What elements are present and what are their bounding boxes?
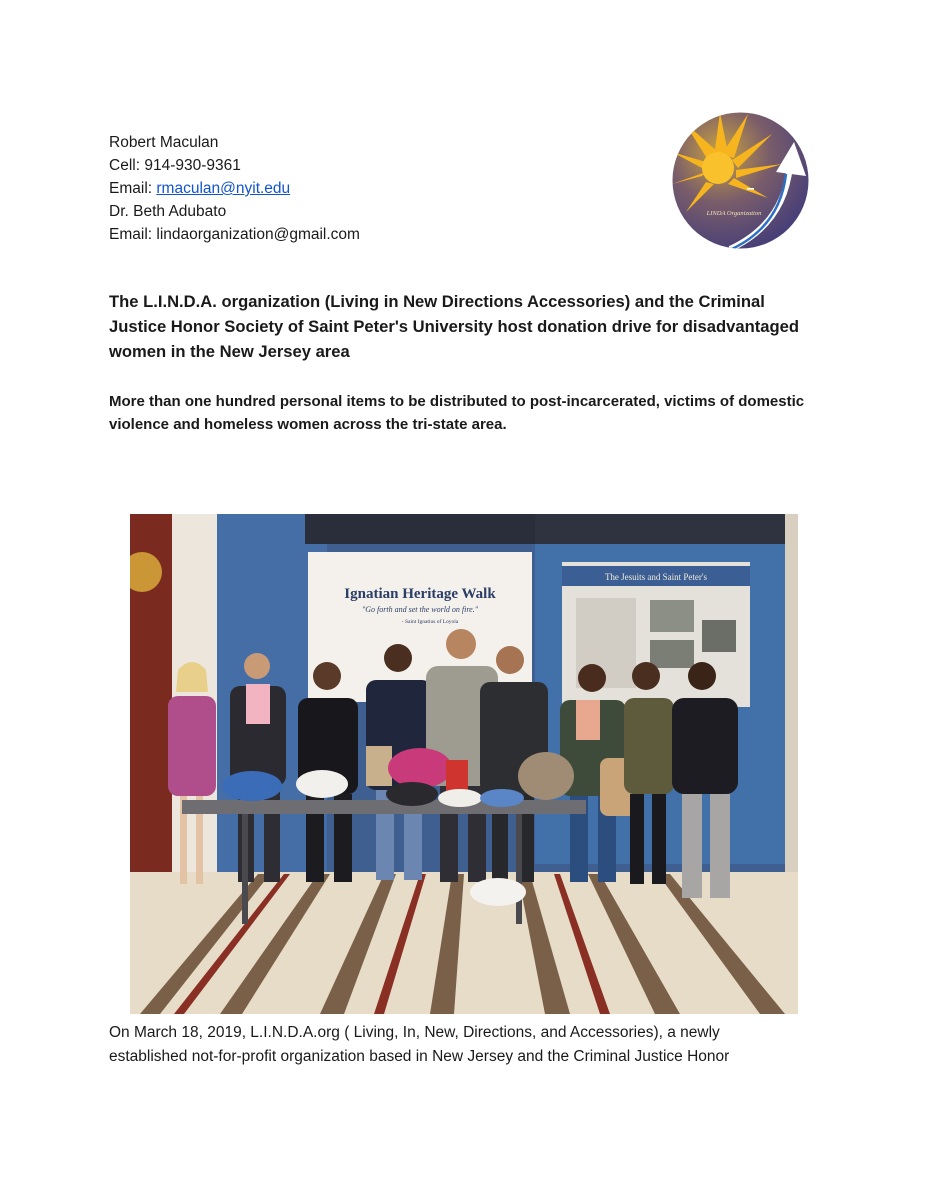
photo-banner-title: Ignatian Heritage Walk bbox=[344, 586, 496, 602]
group-photo bbox=[130, 514, 798, 1014]
linda-logo bbox=[672, 112, 809, 249]
body-line-1: On March 18, 2019, L.I.N.D.A.org ( Living, In, New, Directions, and Accessories), a newly bbox=[109, 1024, 720, 1041]
email-label-1: Email: bbox=[109, 180, 153, 197]
email-address-2: lindaorganization@gmail.com bbox=[156, 226, 360, 243]
cell-number: 914-930-9361 bbox=[144, 157, 241, 174]
email-link-1[interactable]: rmaculan@nyit.edu bbox=[156, 180, 291, 197]
contact-email-2 bbox=[109, 223, 360, 246]
contact-block bbox=[109, 131, 360, 246]
body-line-2: established not-for-profit organization based in New Jersey and the Criminal Justice Honor bbox=[109, 1048, 730, 1065]
photo-display-title: The Jesuits and Saint Peter's bbox=[604, 572, 708, 582]
press-subheadline: More than one hundred personal items to be distributed to post-incarcerated, victims of domestic violence and homeless women across the tri-state area. bbox=[109, 393, 805, 433]
contact-email-1 bbox=[109, 177, 360, 200]
contact-cell bbox=[109, 154, 360, 177]
press-body bbox=[109, 1021, 809, 1069]
email-label-2: Email: bbox=[109, 226, 153, 243]
logo-caption: LINDA Organization bbox=[706, 210, 762, 217]
photo-banner-quote: "Go forth and set the world on fire." bbox=[361, 605, 479, 614]
photo-banner-attribution: - Saint Ignatius of Loyola bbox=[401, 619, 459, 625]
contact-name-1: Robert Maculan bbox=[109, 134, 219, 151]
press-headline: The L.I.N.D.A. organization (Living in New Directions Accessories) and the Criminal Justice Honor Society of Saint Peter's University host donation drive for disadvantaged women in the New Jersey area bbox=[109, 292, 799, 361]
contact-name-2: Dr. Beth Adubato bbox=[109, 203, 227, 220]
cell-label: Cell: bbox=[109, 157, 141, 174]
